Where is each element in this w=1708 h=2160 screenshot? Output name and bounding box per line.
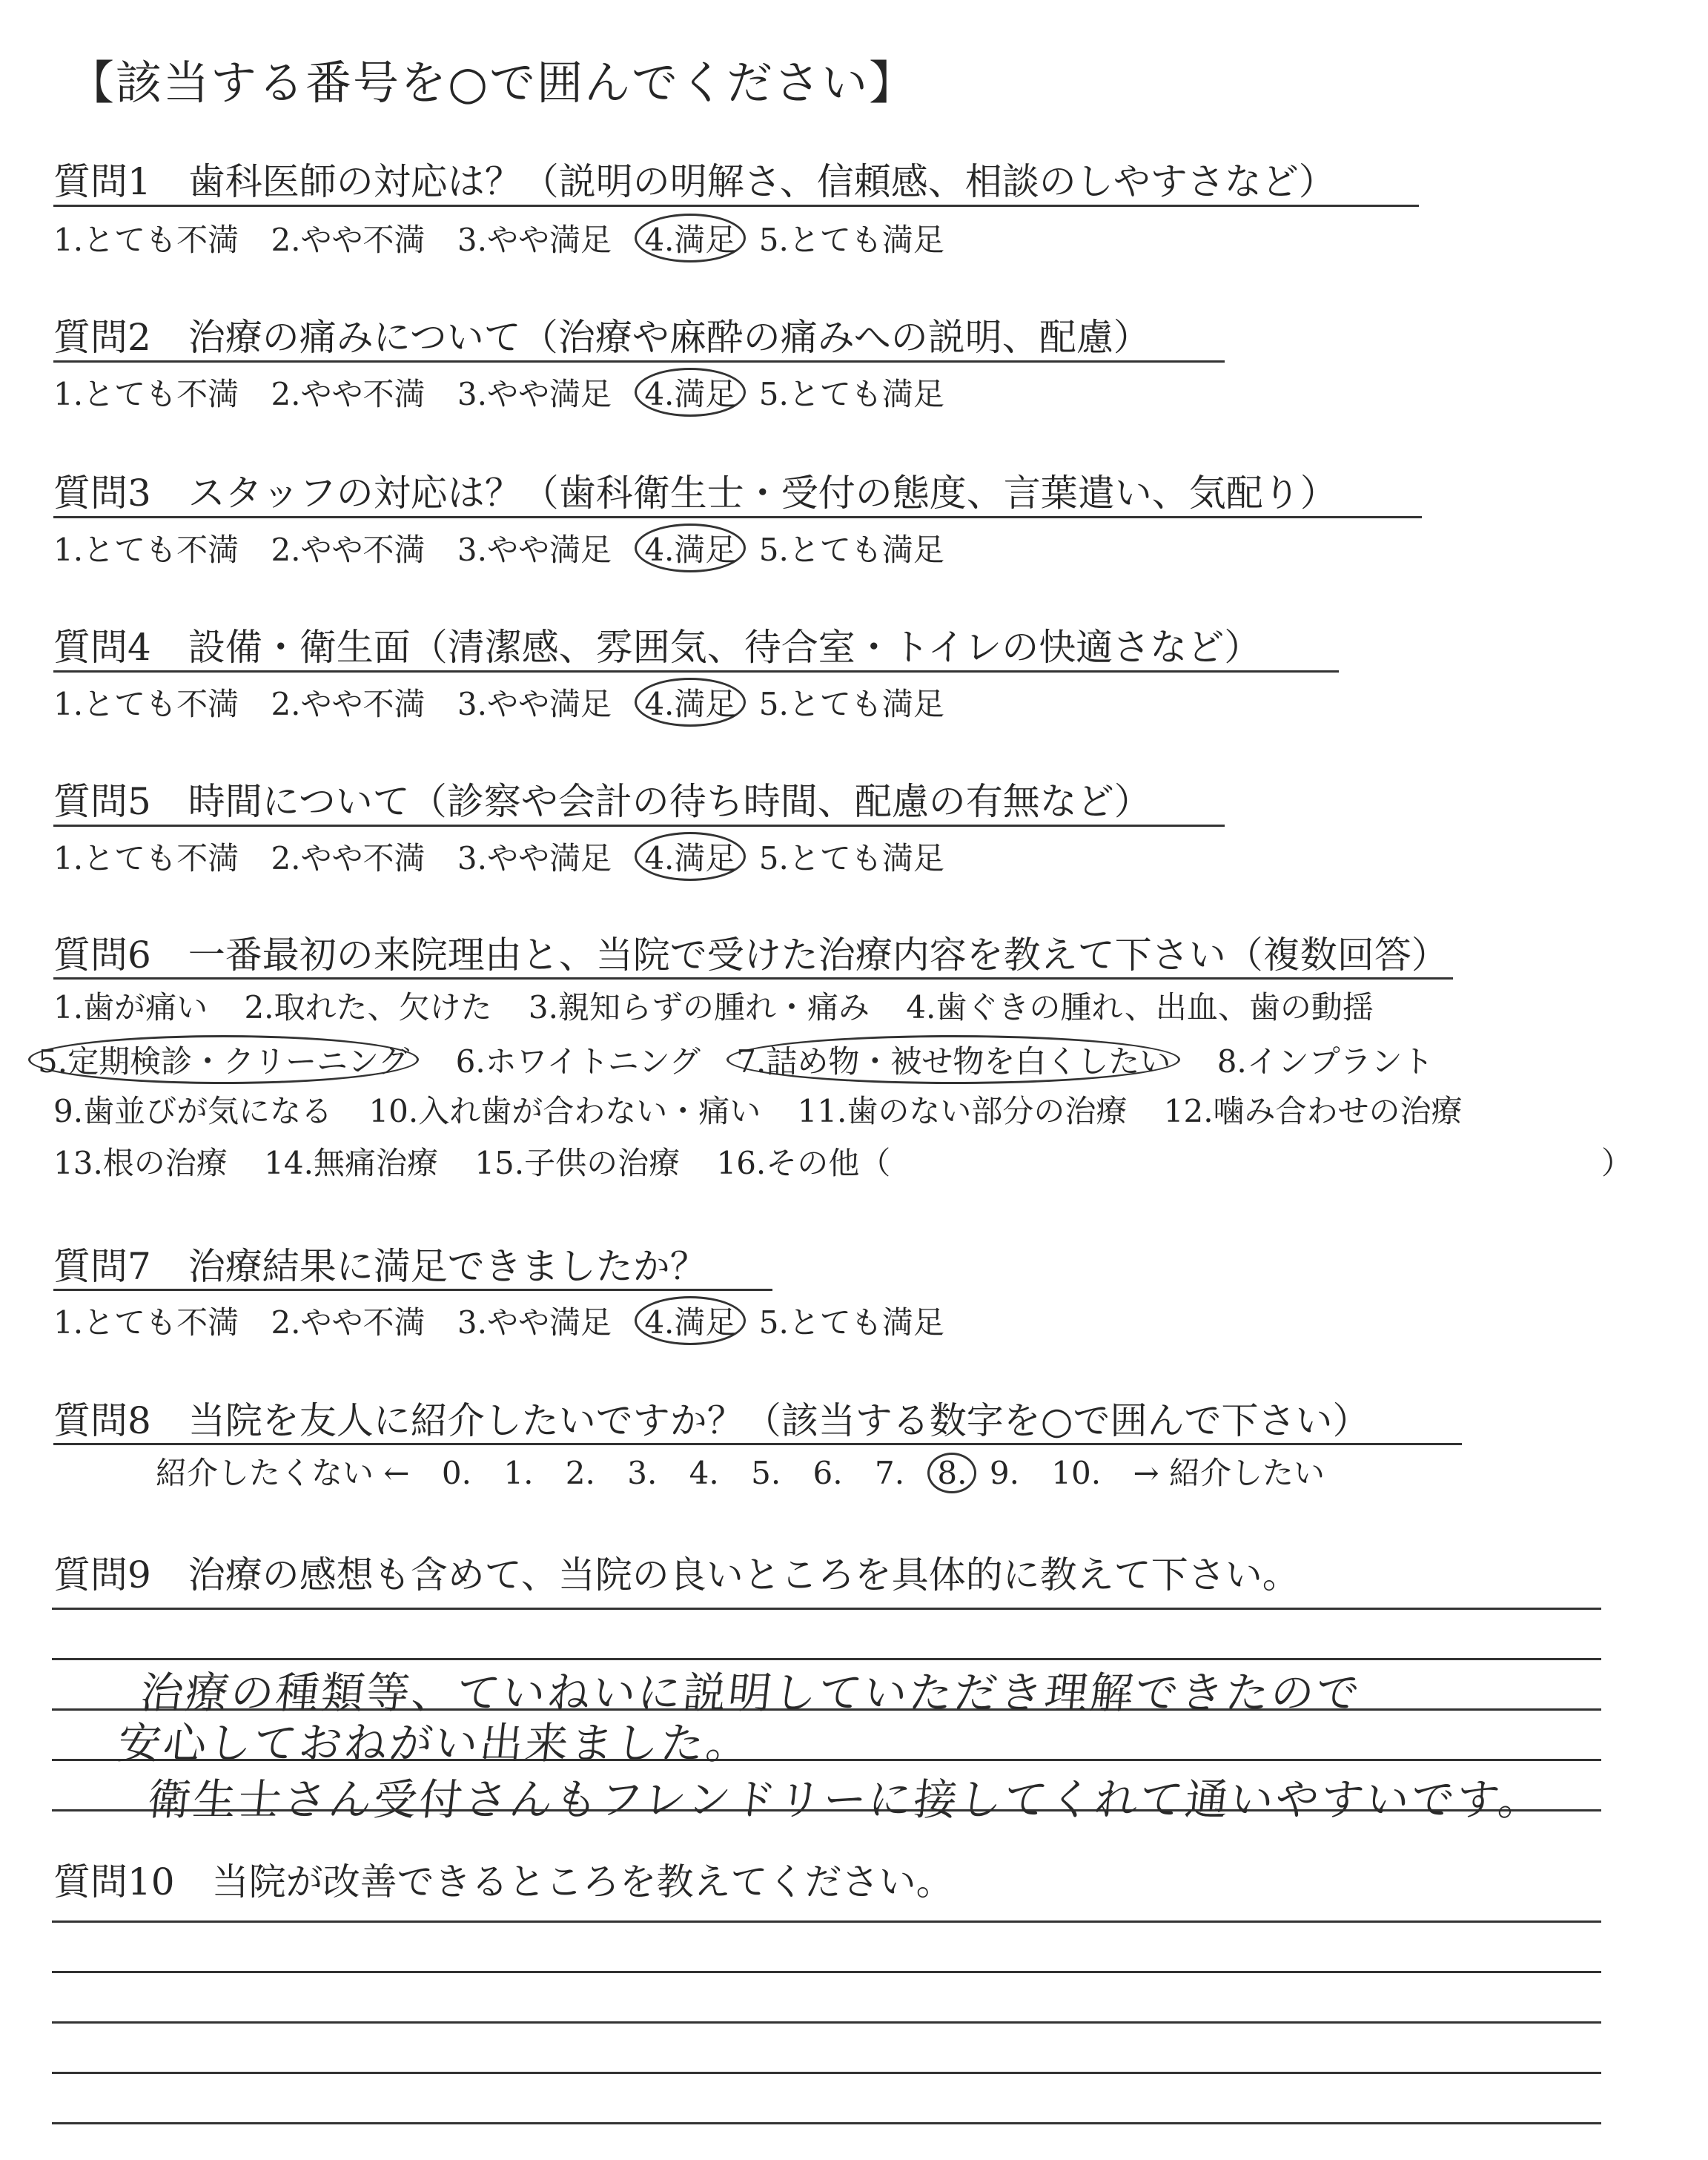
question-4-options[interactable] xyxy=(53,678,967,727)
q5-option-2[interactable]: 2.やや不満 xyxy=(271,840,426,876)
q4-option-3[interactable]: 3.やや満足 xyxy=(457,686,612,722)
q10-answer-rule xyxy=(52,2021,1601,2024)
q6-other-close-paren: ） xyxy=(1601,1145,1633,1181)
q3-option-2[interactable]: 2.やや不満 xyxy=(271,532,426,568)
q7-option-3[interactable]: 3.やや満足 xyxy=(457,1304,612,1341)
q6-option-10[interactable]: 10.入れ歯が合わない・痛い xyxy=(368,1093,761,1129)
form-header: 【該当する番号を○で囲んでください】 xyxy=(68,56,917,110)
q8-high-label: → 紹介したい xyxy=(1133,1455,1325,1491)
q5-option-4-selected[interactable]: 4.満足 xyxy=(635,832,746,881)
q6-option-2[interactable]: 2.取れた、欠けた xyxy=(244,989,492,1025)
q6-option-8[interactable]: 8.インプラント xyxy=(1217,1043,1434,1080)
q7-option-2[interactable]: 2.やや不満 xyxy=(271,1304,426,1341)
q7-option-4-selected[interactable]: 4.満足 xyxy=(635,1296,746,1345)
q3-option-4-selected[interactable]: 4.満足 xyxy=(635,524,746,572)
q8-option-7[interactable]: 7. xyxy=(874,1455,905,1491)
question-5-underline xyxy=(53,825,1225,827)
question-2-title: 質問2 治療の痛みについて（治療や麻酔の痛みへの説明、配慮） xyxy=(53,316,1151,359)
q2-option-3[interactable]: 3.やや満足 xyxy=(457,376,612,412)
q4-option-5[interactable]: 5.とても満足 xyxy=(758,686,944,722)
q8-option-4[interactable]: 4. xyxy=(689,1455,719,1491)
question-6-underline xyxy=(53,977,1453,980)
question-2-options[interactable] xyxy=(53,368,967,417)
q8-option-8-selected[interactable]: 8. xyxy=(927,1453,976,1493)
q9-handwritten-line-3[interactable]: 衛生士さん受付さんもフレンドリーに接してくれて通いやすいです。 xyxy=(145,1774,1546,1825)
q4-option-1[interactable]: 1.とても不満 xyxy=(53,686,239,722)
q9-handwritten-line-1[interactable]: 治療の種類等、ていねいに説明していただき理解できたので xyxy=(137,1668,1365,1718)
question-5-options[interactable] xyxy=(53,832,967,881)
q6-option-16[interactable]: 16.その他（ xyxy=(716,1145,891,1181)
question-7-title: 質問7 治療結果に満足できましたか？ xyxy=(53,1245,707,1288)
q2-option-5[interactable]: 5.とても満足 xyxy=(758,376,944,412)
question-10-title: 質問10 当院が改善できるところを教えてください。 xyxy=(53,1860,953,1903)
question-2-underline xyxy=(53,360,1225,363)
q2-option-2[interactable]: 2.やや不満 xyxy=(271,376,426,412)
q7-option-5[interactable]: 5.とても満足 xyxy=(758,1304,944,1341)
q9-handwritten-line-2[interactable]: 安心しておねがい出来ました。 xyxy=(115,1718,755,1768)
q6-option-15[interactable]: 15.子供の治療 xyxy=(474,1145,681,1181)
q8-option-5[interactable]: 5. xyxy=(751,1455,781,1491)
q4-option-2[interactable]: 2.やや不満 xyxy=(271,686,426,722)
question-4-title: 質問4 設備・衛生面（清潔感、雰囲気、待合室・トイレの快適さなど） xyxy=(53,626,1262,669)
q1-option-4-selected[interactable]: 4.満足 xyxy=(635,214,746,262)
question-1-underline xyxy=(53,205,1419,207)
q8-option-2[interactable]: 2. xyxy=(565,1455,595,1491)
q3-option-3[interactable]: 3.やや満足 xyxy=(457,532,612,568)
question-6-row-4[interactable] xyxy=(53,1139,917,1183)
question-1-options[interactable] xyxy=(53,214,967,262)
q8-option-6[interactable]: 6. xyxy=(812,1455,843,1491)
q5-option-1[interactable]: 1.とても不満 xyxy=(53,840,239,876)
question-1-title: 質問1 歯科医師の対応は？（説明の明解さ、信頼感、相談のしやすさなど） xyxy=(53,160,1336,203)
q3-option-1[interactable]: 1.とても不満 xyxy=(53,532,239,568)
q8-option-1[interactable]: 1. xyxy=(503,1455,534,1491)
q6-option-13[interactable]: 13.根の治療 xyxy=(53,1145,228,1181)
q6-option-11[interactable]: 11.歯のない部分の治療 xyxy=(797,1093,1128,1129)
q1-option-3[interactable]: 3.やや満足 xyxy=(457,222,612,258)
question-4-underline xyxy=(53,670,1339,673)
question-5-title: 質問5 時間について（診察や会計の待ち時間、配慮の有無など） xyxy=(53,780,1151,823)
question-3-options[interactable] xyxy=(53,524,967,572)
q8-option-10[interactable]: 10. xyxy=(1051,1455,1102,1491)
q10-answer-rule xyxy=(52,1971,1601,1973)
question-3-underline xyxy=(53,516,1422,518)
q10-answer-rule xyxy=(52,1920,1601,1923)
q6-option-12[interactable]: 12.噛み合わせの治療 xyxy=(1163,1093,1463,1129)
question-6-row-3[interactable] xyxy=(53,1087,1489,1132)
question-3-title: 質問3 スタッフの対応は？（歯科衛生士・受付の態度、言葉遣い、気配り） xyxy=(53,472,1337,515)
q6-option-9[interactable]: 9.歯並びが気になる xyxy=(53,1093,333,1129)
q8-option-3[interactable]: 3. xyxy=(627,1455,658,1491)
q10-answer-rule xyxy=(52,2122,1601,2124)
question-8-title: 質問8 当院を友人に紹介したいですか？（該当する数字を○で囲んで下さい） xyxy=(53,1399,1370,1442)
q7-option-1[interactable]: 1.とても不満 xyxy=(53,1304,239,1341)
q3-option-5[interactable]: 5.とても満足 xyxy=(758,532,944,568)
question-7-underline xyxy=(53,1289,772,1291)
q1-option-2[interactable]: 2.やや不満 xyxy=(271,222,426,258)
q9-answer-rule xyxy=(52,1608,1601,1610)
q5-option-3[interactable]: 3.やや満足 xyxy=(457,840,612,876)
q2-option-4-selected[interactable]: 4.満足 xyxy=(635,368,746,417)
question-6-row-2[interactable] xyxy=(39,1035,1460,1084)
q2-option-1[interactable]: 1.とても不満 xyxy=(53,376,239,412)
question-6-row-1[interactable] xyxy=(53,983,1400,1028)
q6-option-5-selected[interactable]: 5.定期検診・クリーニング xyxy=(28,1035,419,1084)
question-9-title: 質問9 治療の感想も含めて、当院の良いところを具体的に教えて下さい。 xyxy=(53,1553,1300,1596)
q6-option-3[interactable]: 3.親知らずの腫れ・痛み xyxy=(528,989,870,1025)
q6-option-4[interactable]: 4.歯ぐきの腫れ、出血、歯の動揺 xyxy=(906,989,1374,1025)
q6-option-7-selected[interactable]: 7.詰め物・被せ物を白くしたい xyxy=(726,1035,1180,1084)
q8-option-0[interactable]: 0. xyxy=(441,1455,471,1491)
q8-option-9[interactable]: 9. xyxy=(989,1455,1019,1491)
q6-option-14[interactable]: 14.無痛治療 xyxy=(264,1145,438,1181)
q8-low-label: 紹介したくない ← xyxy=(156,1455,410,1491)
question-8-underline xyxy=(53,1443,1462,1445)
question-7-options[interactable] xyxy=(53,1296,967,1345)
q5-option-5[interactable]: 5.とても満足 xyxy=(758,840,944,876)
question-6-title: 質問6 一番最初の来院理由と、当院で受けた治療内容を教えて下さい（複数回答） xyxy=(53,934,1449,977)
q1-option-1[interactable]: 1.とても不満 xyxy=(53,222,239,258)
q4-option-4-selected[interactable]: 4.満足 xyxy=(635,678,746,727)
q6-option-1[interactable]: 1.歯が痛い xyxy=(53,989,208,1025)
question-8-scale[interactable] xyxy=(156,1449,1347,1493)
q10-answer-rule xyxy=(52,2072,1601,2074)
q1-option-5[interactable]: 5.とても満足 xyxy=(758,222,944,258)
q6-option-6[interactable]: 6.ホワイトニング xyxy=(455,1043,701,1080)
